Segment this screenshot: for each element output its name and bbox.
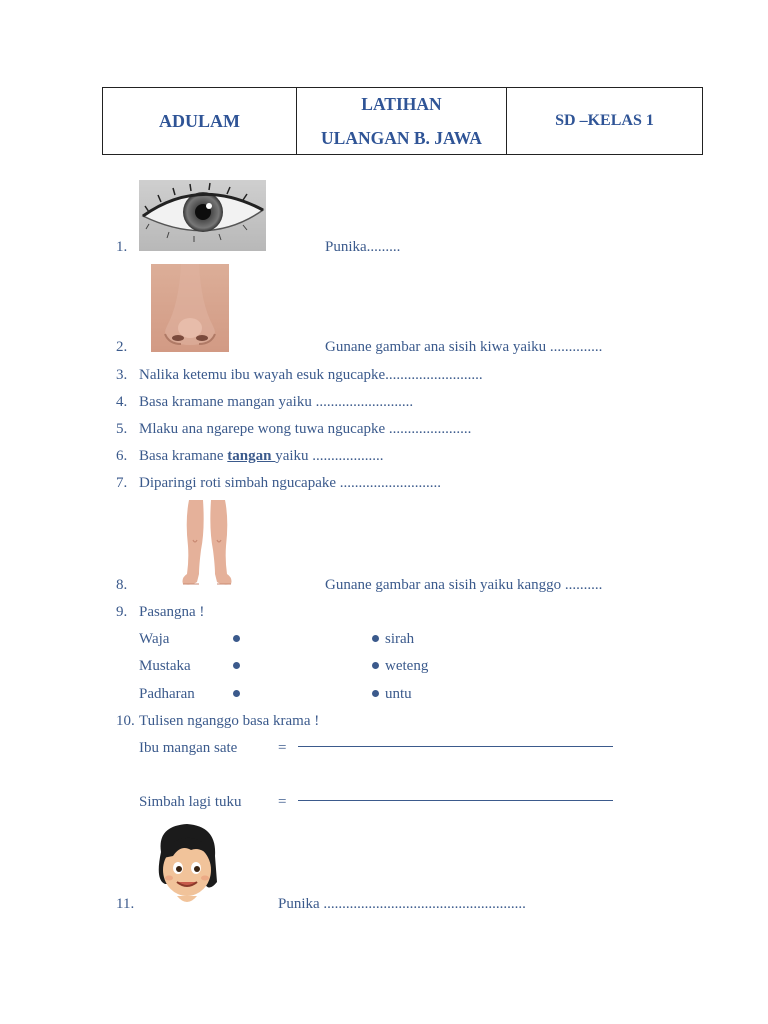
school-name: ADULAM [103, 88, 297, 154]
question-number: 4. [116, 394, 128, 410]
question-number: 8. [116, 577, 128, 593]
question-text [139, 447, 384, 465]
question-number: 7. [116, 475, 128, 491]
question-number: 3. [116, 367, 128, 383]
question-number: 9. [116, 604, 128, 620]
match-right-item: weteng [385, 658, 429, 674]
match-right-item: sirah [385, 631, 415, 647]
question-number: 11. [116, 896, 135, 912]
grade-label: SD –KELAS 1 [555, 112, 654, 129]
match-left-dot[interactable] [233, 662, 240, 669]
match-left-item: Waja [139, 631, 170, 647]
match-left-dot[interactable] [233, 635, 240, 642]
match-right-dot[interactable] [372, 690, 379, 697]
question-text-pre: Basa kramane [139, 448, 228, 464]
exam-title [297, 88, 507, 154]
exam-title-line1: LATIHAN [361, 94, 442, 114]
answer-line[interactable] [298, 746, 613, 747]
equals-sign: = [278, 794, 287, 810]
cartoon-child-face [151, 822, 223, 908]
question-text: Tulisen nganggo basa krama ! [139, 713, 320, 729]
question-text-post: yaiku ................... [275, 448, 384, 464]
question-text: Gunane gambar ana sisih kiwa yaiku .............. [325, 339, 603, 355]
legs-photo [139, 500, 275, 590]
question-text: Diparingi roti simbah ngucapake ........................... [139, 475, 442, 491]
question-text: Gunane gambar ana sisih yaiku kanggo .......... [325, 577, 603, 593]
nose-photo [151, 264, 229, 352]
question-number: 10. [116, 713, 135, 729]
eye-photo [139, 180, 266, 251]
equals-sign: = [278, 740, 287, 756]
match-left-dot[interactable] [233, 690, 240, 697]
question-number: 2. [116, 339, 128, 355]
question-text: Nalika ketemu ibu wayah esuk ngucapke.......................... [139, 367, 483, 383]
question-text: Basa kramane mangan yaiku .......................... [139, 394, 414, 410]
question-text: Mlaku ana ngarepe wong tuwa ngucapke ...................... [139, 421, 472, 437]
match-right-dot[interactable] [372, 662, 379, 669]
question-number: 1. [116, 239, 128, 255]
question-text: Pasangna ! [139, 604, 205, 620]
krama-prompt: Ibu mangan sate [139, 740, 238, 756]
match-right-dot[interactable] [372, 635, 379, 642]
exam-title-line2: ULANGAN B. JAWA [321, 128, 482, 148]
header-table [102, 87, 703, 155]
krama-prompt: Simbah lagi tuku [139, 794, 242, 810]
question-text: Punika ...................................................... [278, 896, 526, 912]
question-number: 5. [116, 421, 128, 437]
underlined-word: tangan [227, 448, 276, 464]
match-left-item: Padharan [139, 686, 195, 702]
question-number: 6. [116, 448, 128, 464]
match-right-item: untu [385, 686, 412, 702]
question-text: Punika......... [325, 239, 401, 255]
match-left-item: Mustaka [139, 658, 191, 674]
answer-line[interactable] [298, 800, 613, 801]
